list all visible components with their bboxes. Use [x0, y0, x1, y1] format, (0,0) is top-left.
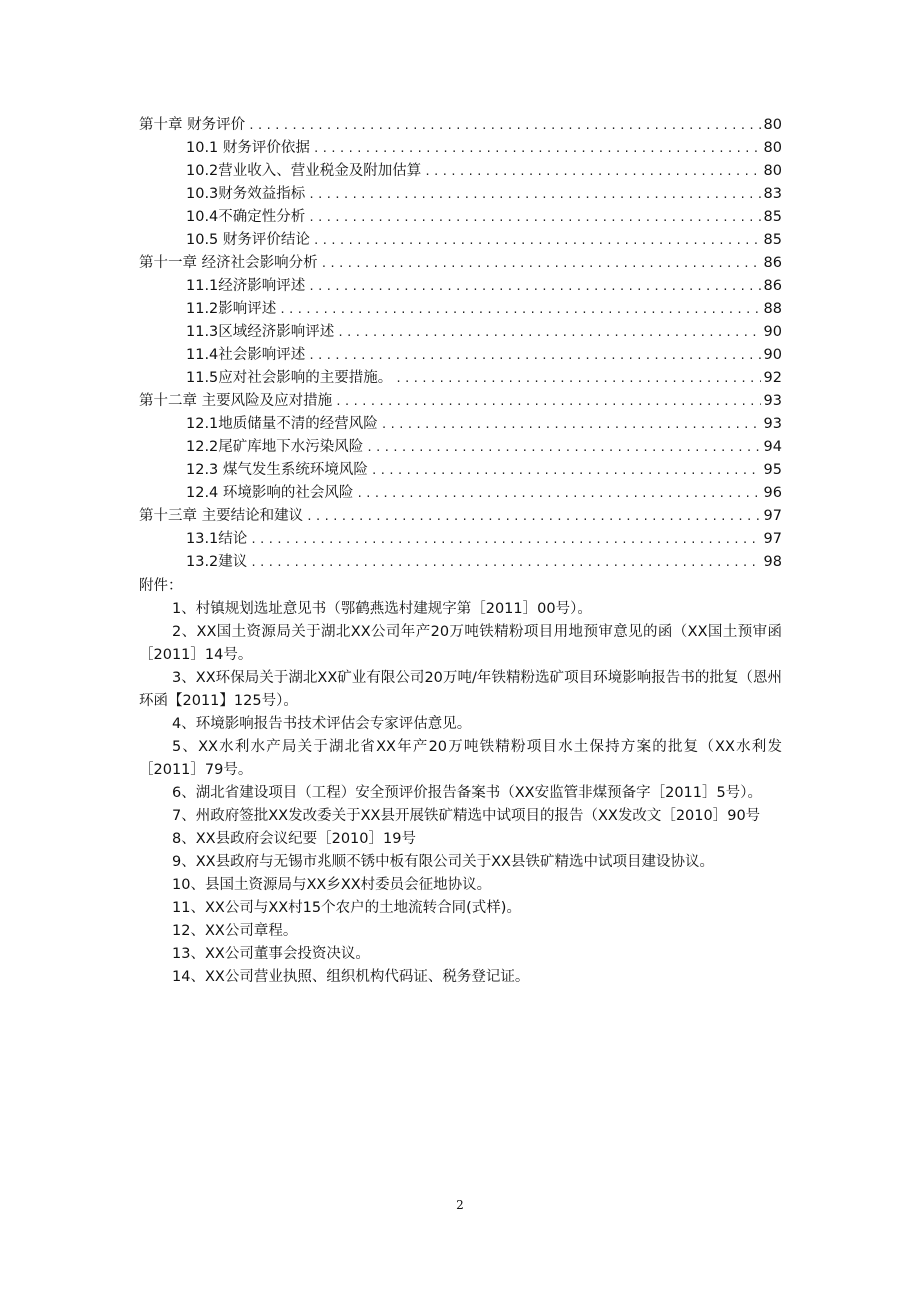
toc-entry-page: 94 [763, 439, 782, 455]
toc-leader-dots [321, 252, 761, 275]
toc-section-entry[interactable] [139, 528, 782, 551]
attachment-item: 2、XX国土资源局关于湖北XX公司年产20万吨铁精粉项目用地预审意见的函（XX国土预审函［2011］14号。 [139, 624, 782, 663]
toc-entry-page: 97 [763, 531, 782, 547]
toc-leader-dots [335, 390, 760, 413]
toc-leader-dots [371, 459, 761, 482]
toc-chapter-entry[interactable] [139, 114, 782, 137]
attachments-list [139, 598, 782, 989]
toc-section-entry[interactable] [139, 436, 782, 459]
attachment-item: 12、XX公司章程。 [172, 923, 298, 939]
toc-leader-dots [308, 344, 760, 367]
toc-section-entry[interactable] [139, 183, 782, 206]
toc-entry-page: 80 [763, 163, 782, 179]
toc-leader-dots [395, 367, 760, 390]
toc-leader-dots [248, 114, 760, 137]
toc-section-entry[interactable] [139, 482, 782, 505]
toc-entry-page: 88 [763, 301, 782, 317]
toc-leader-dots [306, 505, 760, 528]
toc-entry-page: 85 [763, 209, 782, 225]
toc-chapter-entry[interactable] [139, 505, 782, 528]
toc-entry-page: 80 [763, 117, 782, 133]
toc-entry-title: 第十二章 主要风险及应对措施 [139, 393, 333, 409]
toc-leader-dots [381, 413, 761, 436]
toc-entry-page: 83 [763, 186, 782, 202]
toc-entry-title: 12.4 环境影响的社会风险 [186, 485, 354, 501]
toc-entry-page: 80 [763, 140, 782, 156]
toc-leader-dots [279, 298, 760, 321]
toc-leader-dots [313, 137, 761, 160]
toc-entry-title: 11.3区域经济影响评述 [186, 324, 335, 340]
toc-entry-page: 86 [763, 278, 782, 294]
toc-entry-title: 第十一章 经济社会影响分析 [139, 255, 318, 271]
toc-entry-title: 第十章 财务评价 [139, 117, 246, 133]
toc-leader-dots [313, 229, 761, 252]
toc-entry-page: 98 [763, 554, 782, 570]
toc-section-entry[interactable] [139, 137, 782, 160]
toc-leader-dots [308, 275, 760, 298]
attachment-item: 6、湖北省建设项目（工程）安全预评价报告备案书（XX安监管非煤预备字［2011］5号）。 [172, 785, 762, 801]
toc-entry-title: 11.4社会影响评述 [186, 347, 306, 363]
toc-section-entry[interactable] [139, 551, 782, 574]
toc-section-entry[interactable] [139, 344, 782, 367]
toc-leader-dots [424, 160, 760, 183]
toc-entry-page: 96 [763, 485, 782, 501]
toc-entry-page: 95 [763, 462, 782, 478]
toc-section-entry[interactable] [139, 367, 782, 390]
attachment-item: 4、环境影响报告书技术评估会专家评估意见。 [172, 716, 472, 732]
table-of-contents [139, 114, 782, 574]
toc-section-entry[interactable] [139, 160, 782, 183]
attachment-item: 3、XX环保局关于湖北XX矿业有限公司20万吨/年铁精粉选矿项目环境影响报告书的批复（恩州环函【2011】125号）。 [139, 670, 782, 709]
attachment-item: 14、XX公司营业执照、组织机构代码证、税务登记证。 [172, 969, 530, 985]
toc-entry-title: 12.3 煤气发生系统环境风险 [186, 462, 368, 478]
toc-entry-title: 10.4不确定性分析 [186, 209, 306, 225]
toc-leader-dots [337, 321, 760, 344]
toc-section-entry[interactable] [139, 275, 782, 298]
toc-entry-title: 第十三章 主要结论和建议 [139, 508, 304, 524]
attachment-item: 11、XX公司与XX村15个农户的土地流转合同(式样)。 [172, 900, 521, 916]
toc-leader-dots [308, 206, 760, 229]
toc-entry-page: 86 [763, 255, 782, 271]
toc-entry-title: 13.2建议 [186, 554, 248, 570]
toc-section-entry[interactable] [139, 298, 782, 321]
toc-entry-page: 97 [763, 508, 782, 524]
attachment-item: 10、县国土资源局与XX乡XX村委员会征地协议。 [172, 877, 492, 893]
toc-entry-page: 93 [763, 416, 782, 432]
toc-leader-dots [308, 183, 760, 206]
toc-entry-title: 10.2营业收入、营业税金及附加估算 [186, 163, 422, 179]
attachment-item: 9、XX县政府与无锡市兆顺不锈中板有限公司关于XX县铁矿精选中试项目建设协议。 [172, 854, 714, 870]
attachment-item: 8、XX县政府会议纪要［2010］19号 [172, 831, 416, 847]
toc-entry-title: 12.2尾矿库地下水污染风险 [186, 439, 364, 455]
toc-leader-dots [356, 482, 760, 505]
attachments-section [139, 575, 782, 989]
toc-entry-title: 11.5应对社会影响的主要措施。 [186, 370, 393, 386]
toc-entry-page: 85 [763, 232, 782, 248]
toc-entry-title: 10.5 财务评价结论 [186, 232, 310, 248]
toc-leader-dots [250, 551, 760, 574]
toc-leader-dots [250, 528, 760, 551]
toc-entry-title: 11.1经济影响评述 [186, 278, 306, 294]
attachment-item: 7、州政府签批XX发改委关于XX县开展铁矿精选中试项目的报告（XX发改文［2010］90号 [172, 808, 761, 824]
toc-entry-title: 11.2影响评述 [186, 301, 277, 317]
toc-entry-page: 90 [763, 347, 782, 363]
toc-entry-page: 92 [763, 370, 782, 386]
toc-entry-page: 93 [763, 393, 782, 409]
toc-section-entry[interactable] [139, 206, 782, 229]
toc-entry-page: 90 [763, 324, 782, 340]
toc-chapter-entry[interactable] [139, 252, 782, 275]
toc-entry-title: 10.1 财务评价依据 [186, 140, 310, 156]
toc-entry-title: 13.1结论 [186, 531, 248, 547]
toc-section-entry[interactable] [139, 229, 782, 252]
toc-entry-title: 12.1地质储量不清的经营风险 [186, 416, 378, 432]
toc-chapter-entry[interactable] [139, 390, 782, 413]
toc-section-entry[interactable] [139, 413, 782, 436]
toc-leader-dots [366, 436, 760, 459]
page-number: 2 [456, 1198, 464, 1212]
toc-section-entry[interactable] [139, 321, 782, 344]
attachment-item: 13、XX公司董事会投资决议。 [172, 946, 370, 962]
attachment-item: 1、村镇规划选址意见书（鄂鹤燕选村建规字第［2011］00号）。 [172, 601, 592, 617]
toc-entry-title: 10.3财务效益指标 [186, 186, 306, 202]
attachment-item: 5、XX水利水产局关于湖北省XX年产20万吨铁精粉项目水土保持方案的批复（XX水利发［2011］79号。 [139, 739, 782, 778]
toc-section-entry[interactable] [139, 459, 782, 482]
attachments-heading: 附件： [139, 578, 183, 594]
